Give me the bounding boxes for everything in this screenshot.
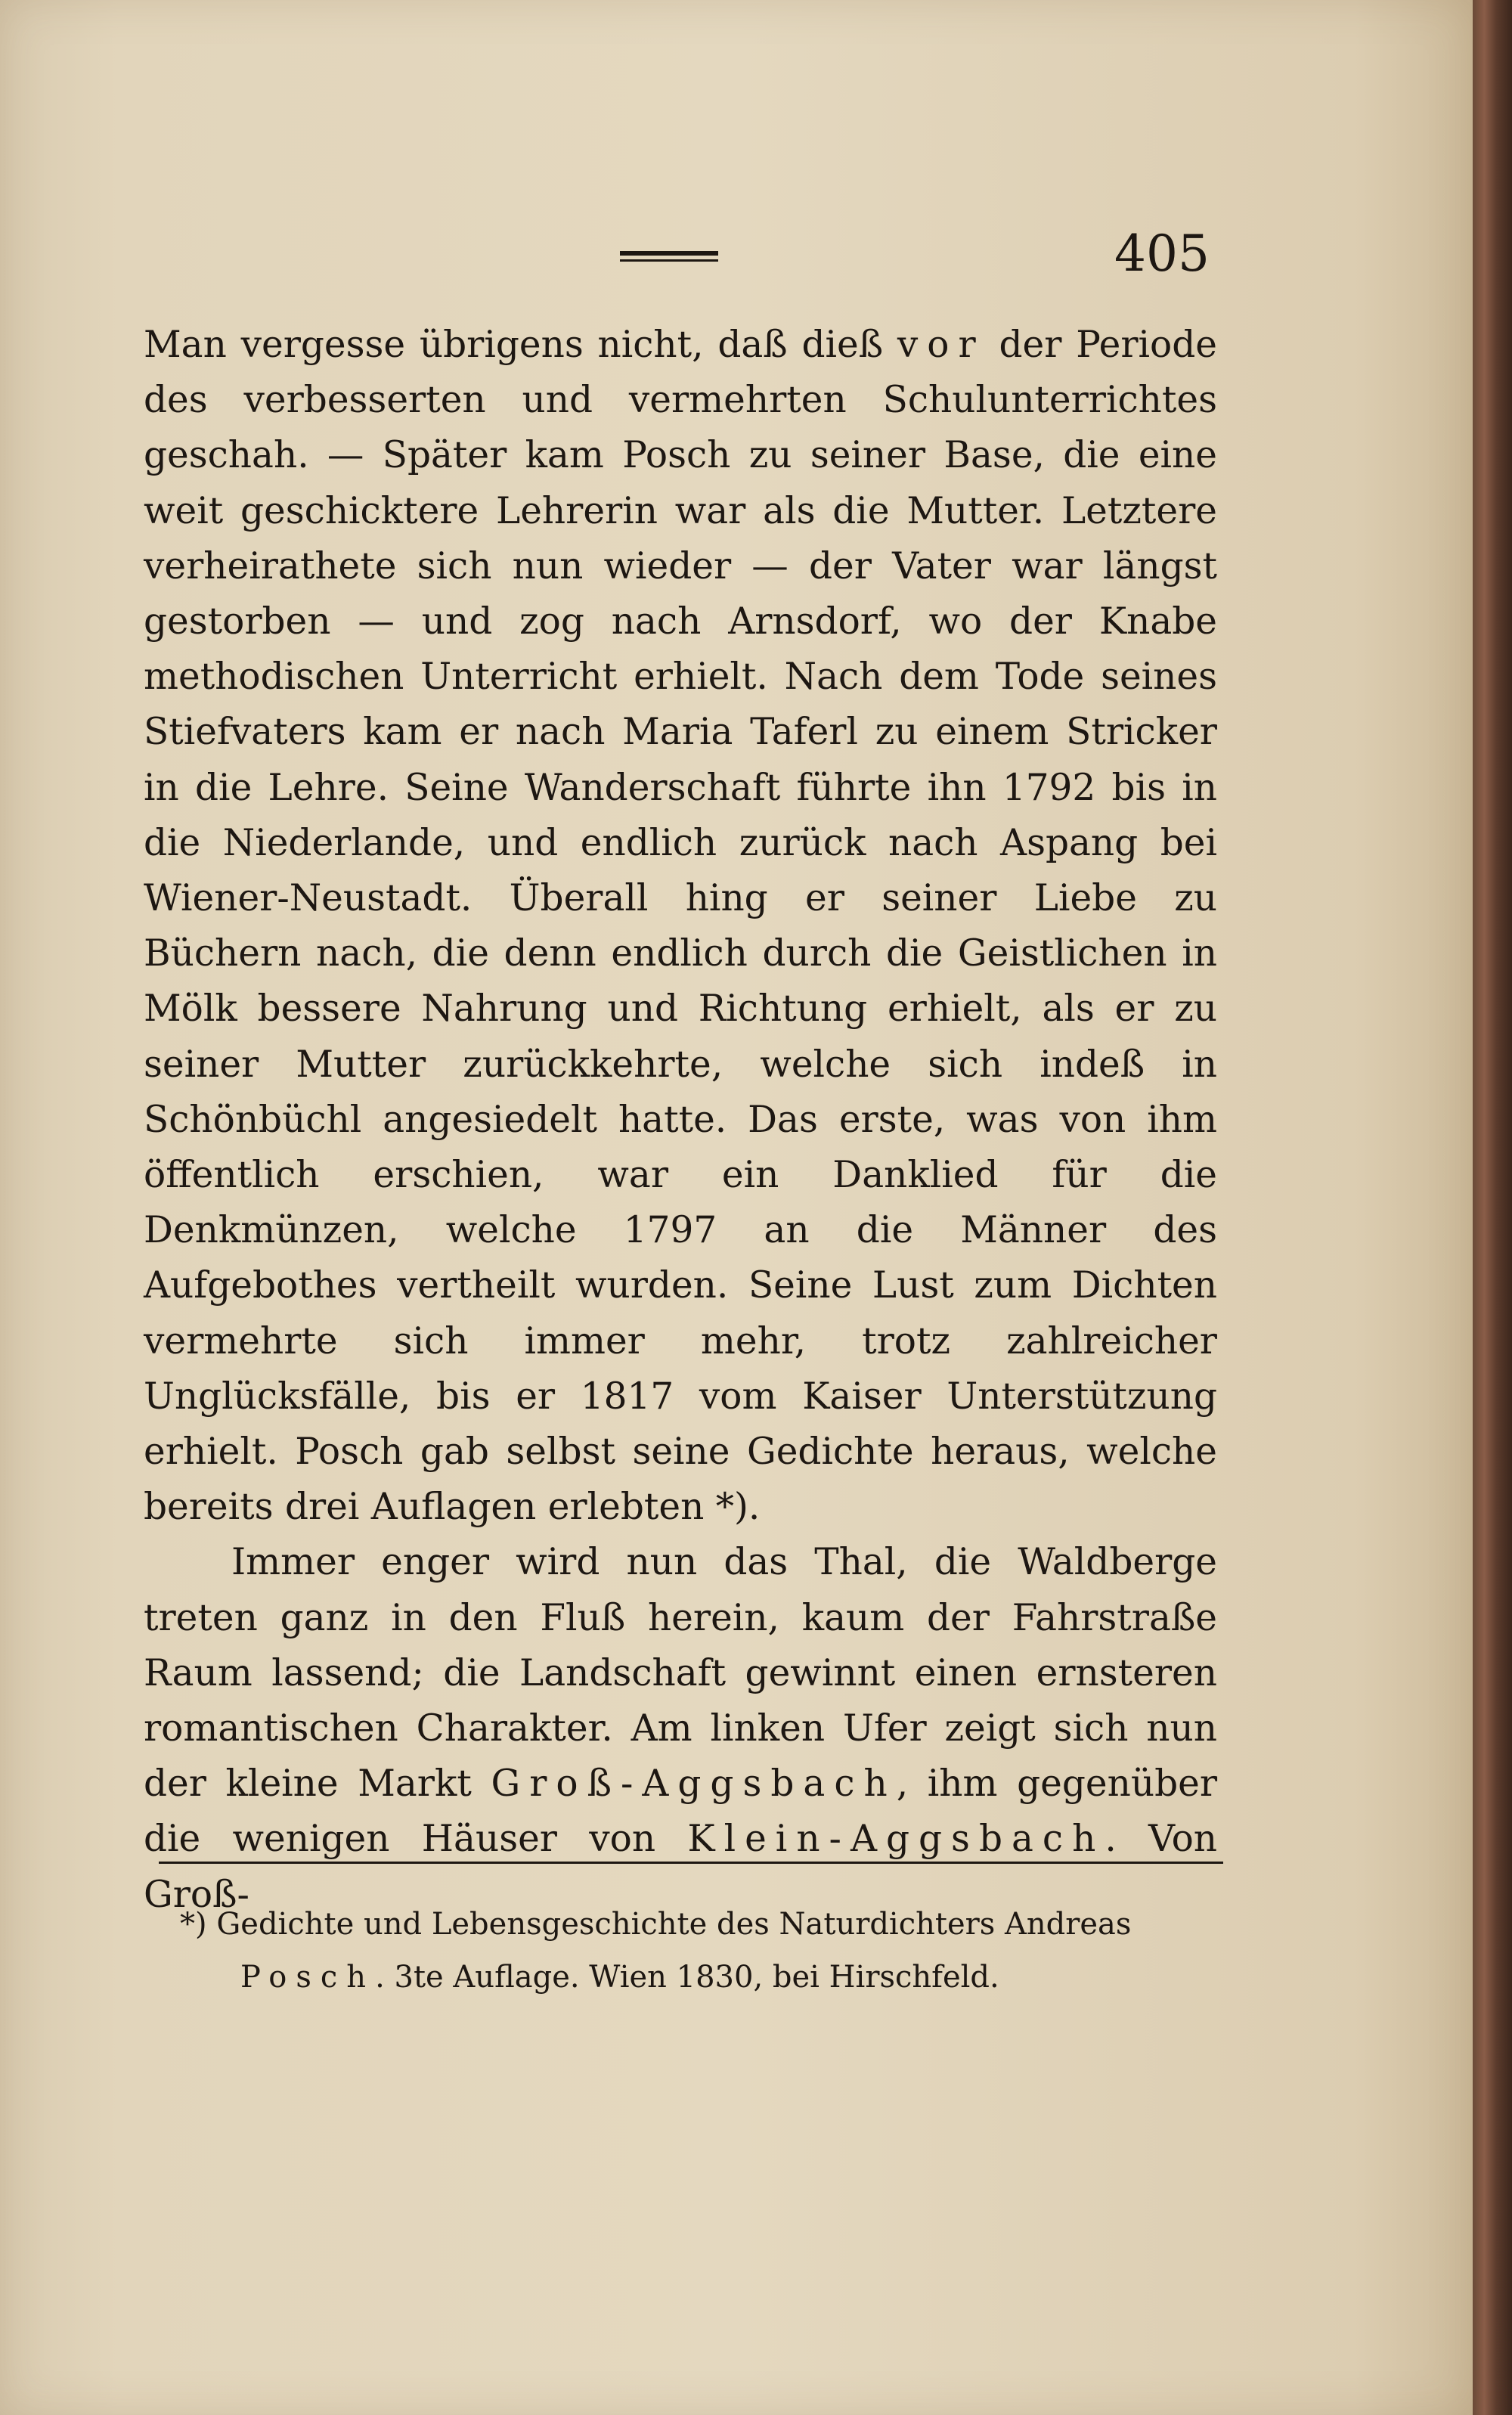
paragraph: Man vergesse übrigens nicht, daß dieß vor der Periode des verbesserten und vermehrten Schulunterrichtes geschah. — Später kam Posch zu seiner Base, die eine weit geschicktere Lehrerin war als die Mutter. Letztere verheirathete sich nun wieder — der Vater war längst gestorben — und zog nach Arnsdorf, wo der Knabe methodischen Unterricht erhielt. Nach dem Tode seines Stiefvaters kam er nach Maria Taferl zu einem Stricker in die Lehre. Seine Wanderschaft führte ihn 1792 bis in die Niederlande, und endlich zurück nach Aspang bei Wiener-Neustadt. Überall hing er seiner Liebe zu Büchern nach, die denn endlich durch die Geistlichen in Mölk bessere Nahrung und Richtung erhielt, als er zu seiner Mutter zurückkehrte, welche sich indeß in Schönbüchl angesiedelt hatte. Das erste, was von ihm öffentlich erschien, war ein Danklied für die Denkmünzen, welche 1797 an die Männer des Aufgebothes vertheilt wurden. Seine Lust zum Dichten vermehrte sich immer mehr, trotz zahlreicher Unglücksfälle, bis er 1817 vom Kaiser Unterstützung erhielt. Posch gab selbst seine Gedichte heraus, welche bereits drei Auflagen erlebten *).: [144, 324, 1217, 1529]
footnote-divider: [159, 1862, 1223, 1864]
footnote: [180, 1898, 1223, 2004]
main-text: [144, 318, 1217, 1923]
footnote-line: *) Gedichte und Lebensgeschichte des Naturdichters Andreas: [180, 1907, 1132, 1942]
footnote-line: Posch. 3te Auflage. Wien 1830, bei Hirschfeld.: [240, 1960, 999, 1995]
page-number: 405: [1114, 225, 1210, 283]
paragraph: Immer enger wird nun das Thal, die Waldberge treten ganz in den Fluß herein, kaum der Fahrstraße Raum lassend; die Landschaft gewinnt einen ernsteren romantischen Charakter. Am linken Ufer zeigt sich nun der kleine Markt Groß-Aggsbach, ihm gegenüber die wenigen Häuser von Klein-Aggsbach. Von Groß-: [144, 1541, 1218, 1916]
emphasized-word: vor: [897, 324, 985, 366]
footnote-author-name: Posch: [240, 1960, 376, 1995]
place-name-gross-aggsbach: Groß-Aggsbach: [491, 1762, 897, 1806]
place-name-klein-aggsbach: Klein-Aggsbach: [687, 1818, 1105, 1861]
header-ornament-rule: [620, 251, 718, 262]
book-edge: [1473, 0, 1512, 2415]
